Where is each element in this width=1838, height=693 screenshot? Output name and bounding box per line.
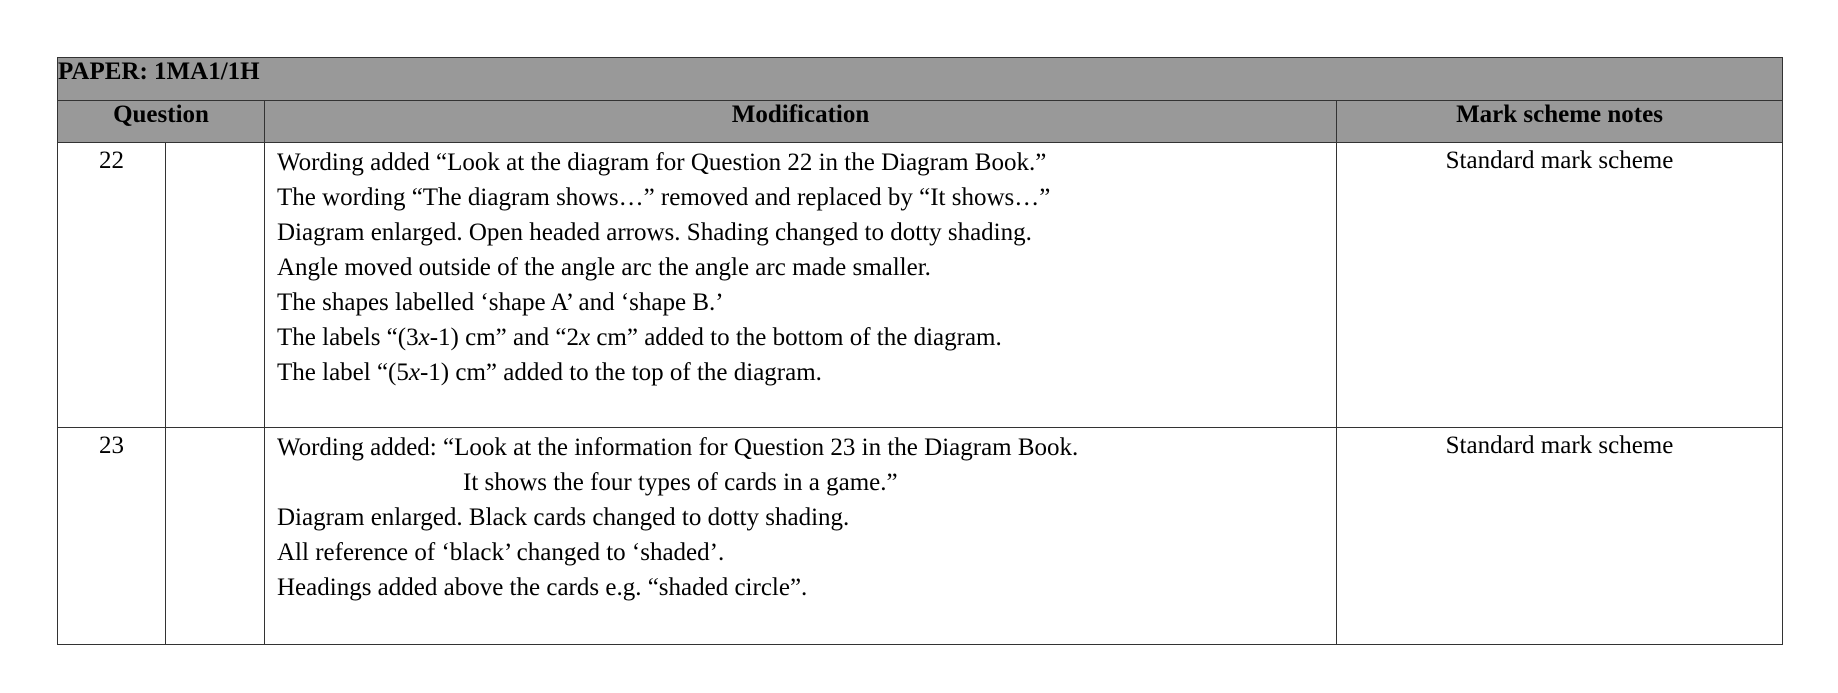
modification-line: It shows the four types of cards in a game.” — [463, 469, 898, 496]
modification-line: Diagram enlarged. Open headed arrows. Shading changed to dotty shading. — [277, 219, 1032, 246]
question-sub — [166, 428, 265, 645]
mark-scheme-note: Standard mark scheme — [1337, 143, 1783, 428]
text-segment: The label “(5 — [277, 359, 409, 386]
paper-label: PAPER: 1MA1/1H — [58, 58, 1783, 101]
modification-cell — [265, 143, 1337, 428]
text-segment: The labels “(3 — [277, 324, 419, 351]
text-segment: -1) cm” and “2 — [429, 324, 579, 351]
question-sub — [166, 143, 265, 428]
question-number: 23 — [58, 428, 166, 645]
header-row — [58, 101, 1783, 143]
modification-table — [57, 57, 1783, 645]
table-row-23 — [58, 428, 1783, 645]
modification-header: Modification — [265, 101, 1337, 143]
question-header: Question — [58, 101, 265, 143]
text-segment: -1) cm” added to the top of the diagram. — [419, 359, 822, 386]
modification-line: The wording “The diagram shows…” removed and replaced by “It shows…” — [277, 184, 1051, 211]
modification-line: Wording added “Look at the diagram for Question 22 in the Diagram Book.” — [277, 149, 1047, 176]
modification-line — [277, 355, 1324, 390]
modification-line: The shapes labelled ‘shape A’ and ‘shape B.’ — [277, 289, 724, 316]
modification-line: Angle moved outside of the angle arc the angle arc made smaller. — [277, 254, 931, 281]
modification-line: Headings added above the cards e.g. “shaded circle”. — [277, 574, 808, 601]
table-row-22 — [58, 143, 1783, 428]
modification-line: All reference of ‘black’ changed to ‘shaded’. — [277, 539, 725, 566]
modification-line: Wording added: “Look at the information for Question 23 in the Diagram Book. — [277, 434, 1079, 461]
notes-header: Mark scheme notes — [1337, 101, 1783, 143]
variable-x: x — [408, 359, 420, 386]
text-segment: cm” added to the bottom of the diagram. — [590, 324, 1002, 351]
question-number: 22 — [58, 143, 166, 428]
paper-row — [58, 58, 1783, 101]
modification-line: Diagram enlarged. Black cards changed to dotty shading. — [277, 504, 850, 531]
modification-cell — [265, 428, 1337, 645]
modification-line — [277, 320, 1324, 355]
variable-x: x — [578, 324, 591, 351]
mark-scheme-note: Standard mark scheme — [1337, 428, 1783, 645]
variable-x: x — [418, 324, 430, 351]
